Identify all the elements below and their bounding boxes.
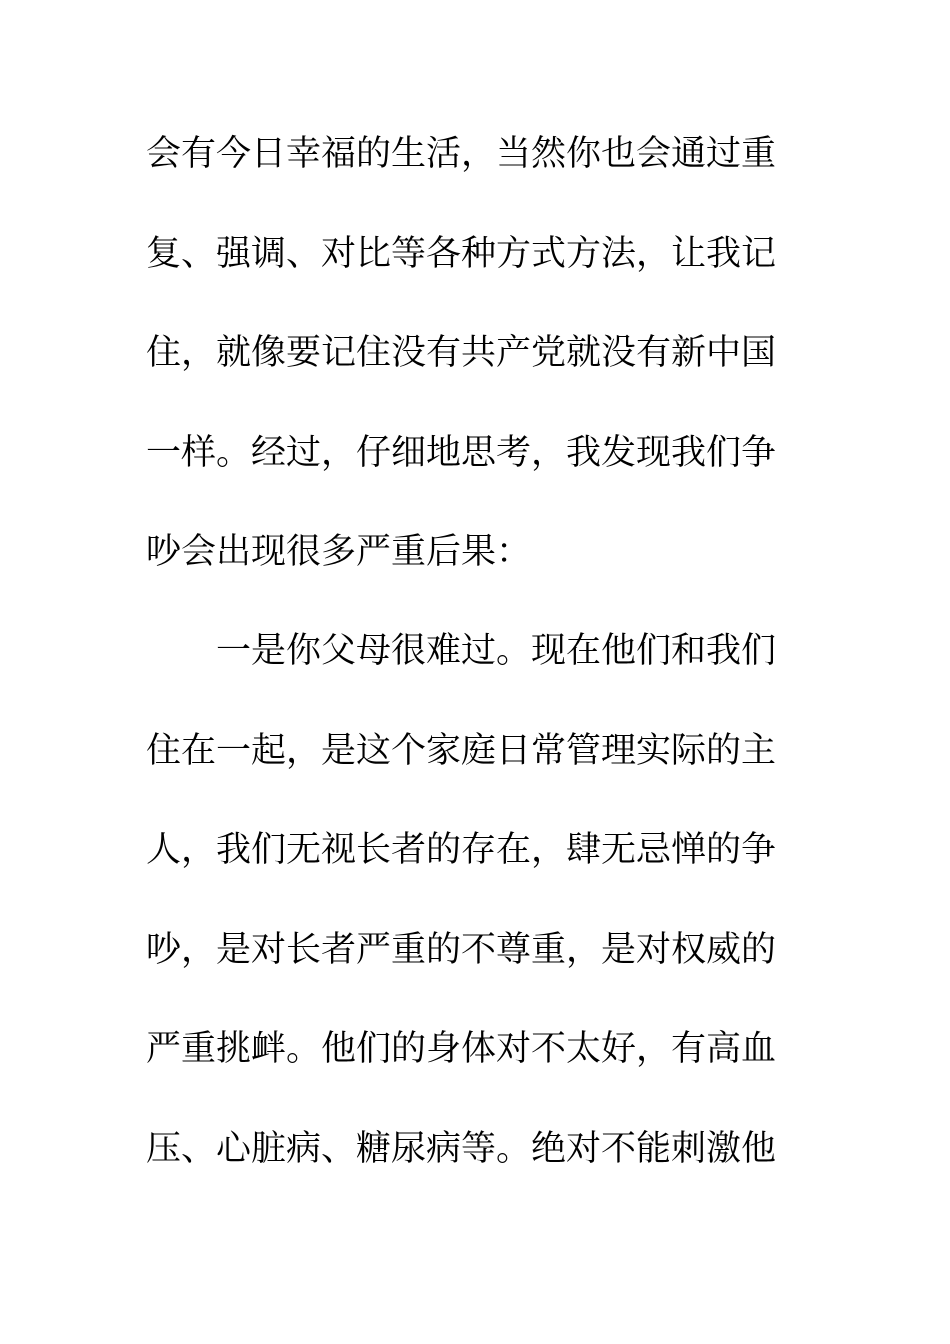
text-line: 复、强调、对比等各种方式方法，让我记: [146, 234, 777, 274]
text-line: 压、心脏病、糖尿病等。绝对不能刺激他: [146, 1129, 777, 1169]
text-line: 住，就像要记住没有共产党就没有新中国: [146, 333, 777, 373]
text-line: 一样。经过，仔细地思考，我发现我们争: [146, 433, 777, 473]
text-line: 吵，是对长者严重的不尊重，是对权威的: [146, 930, 777, 970]
text-line: 住在一起，是这个家庭日常管理实际的主: [146, 731, 777, 771]
text-line: 严重挑衅。他们的身体对不太好，有高血: [146, 1029, 777, 1069]
text-line: 人，我们无视长者的存在，肆无忌惮的争: [146, 830, 777, 870]
text-line: 吵会出现很多严重后果：: [146, 532, 532, 572]
text-line: 会有今日幸福的生活，当然你也会通过重: [146, 134, 777, 174]
paragraph-first-line: 一是你父母很难过。现在他们和我们: [216, 631, 777, 671]
